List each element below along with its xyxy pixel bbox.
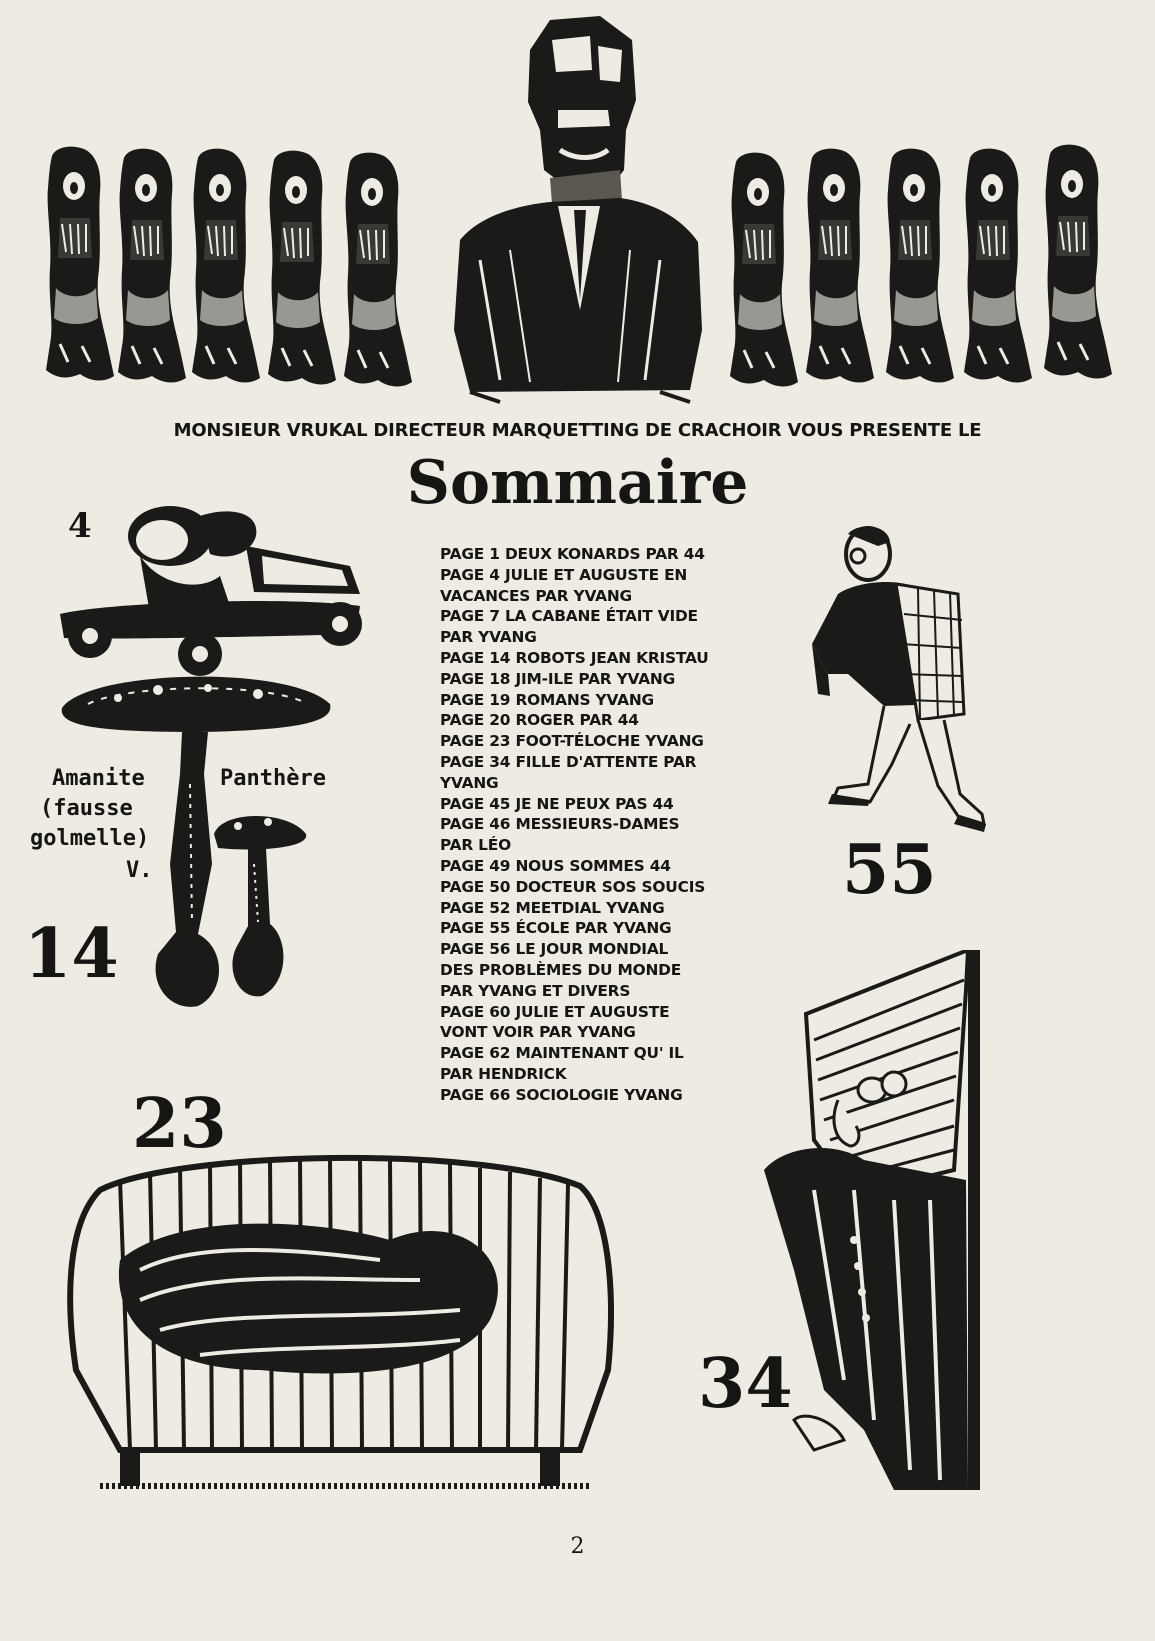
toc-line: PAGE 56 LE JOUR MONDIAL — [440, 940, 669, 959]
toc-line: PAGE 23 FOOT-TÉLOCHE YVANG — [440, 732, 704, 751]
suited-man-icon — [440, 10, 720, 410]
toc-line: PAGE 7 LA CABANE ÉTAIT VIDE — [440, 607, 698, 626]
table-of-contents — [440, 544, 770, 1106]
page-marker-14: 14 — [24, 914, 119, 994]
toc-line: PAR HENDRICK — [440, 1064, 567, 1083]
toc-line: PAGE 46 MESSIEURS-DAMES — [440, 815, 680, 834]
mushroom-caption-amanite: Amanite — [52, 766, 145, 791]
mushroom-caption-initial: V. — [126, 858, 153, 883]
cherub-cart-icon — [50, 496, 370, 676]
toc-line: PAGE 62 MAINTENANT QU' IL — [440, 1044, 684, 1063]
mushroom-caption-golmelle: golmelle) — [30, 826, 150, 851]
toc-line: PAGE 19 ROMANS YVANG — [440, 690, 654, 709]
toc-line: PAGE 45 JE NE PEUX PAS 44 — [440, 794, 674, 813]
toc-line: PAGE 1 DEUX KONARDS PAR 44 — [440, 545, 705, 563]
toc-line: PAGE 52 MEETDIAL YVANG — [440, 898, 665, 917]
walking-man-icon — [808, 524, 998, 844]
toc-line: PAGE 49 NOUS SOMMES 44 — [440, 856, 671, 875]
toc-line: YVANG — [440, 773, 499, 792]
toc-line: PAGE 14 ROBOTS JEAN KRISTAU — [440, 648, 709, 667]
page-marker-23: 23 — [132, 1084, 227, 1164]
page-number: 2 — [570, 1534, 585, 1559]
toc-line: PAGE 50 DOCTEUR SOS SOUCIS — [440, 877, 706, 896]
intro-line: MONSIEUR VRUKAL DIRECTEUR MARQUETTING DE CRACHOIR VOUS PRESENTE LE — [173, 420, 982, 441]
toc-line: PAGE 55 ÉCOLE PAR YVANG — [440, 919, 672, 938]
page-marker-34: 34 — [698, 1344, 793, 1424]
toc-line: PAGE 20 ROGER PAR 44 — [440, 711, 639, 730]
toc-line: DES PROBLÈMES DU MONDE — [440, 960, 682, 979]
toc-line: PAGE 34 FILLE D'ATTENTE PAR — [440, 752, 697, 771]
toc-line: PAR YVANG — [440, 628, 537, 647]
page-title: Sommaire — [406, 448, 749, 518]
toc-line: PAGE 4 JULIE ET AUGUSTE EN — [440, 565, 688, 584]
toc-line: PAR LÉO — [440, 836, 511, 855]
toc-line: PAGE 60 JULIE ET AUGUSTE — [440, 1002, 670, 1021]
toc-line: PAR YVANG ET DIVERS — [440, 981, 631, 1000]
page-marker-55: 55 — [842, 830, 937, 910]
toc-line: VONT VOIR PAR YVANG — [440, 1023, 636, 1042]
toc-line: VACANCES PAR YVANG — [440, 586, 632, 605]
couch-sleeper-icon — [60, 1150, 620, 1510]
mushroom-caption-panthere: Panthère — [220, 766, 326, 791]
toc-line: PAGE 18 JIM-ILE PAR YVANG — [440, 669, 676, 688]
mushroom-caption-fausse: (fausse — [40, 796, 133, 821]
toc-line: PAGE 66 SOCIOLOGIE YVANG — [440, 1085, 683, 1104]
page-marker-4: 4 — [68, 506, 92, 546]
